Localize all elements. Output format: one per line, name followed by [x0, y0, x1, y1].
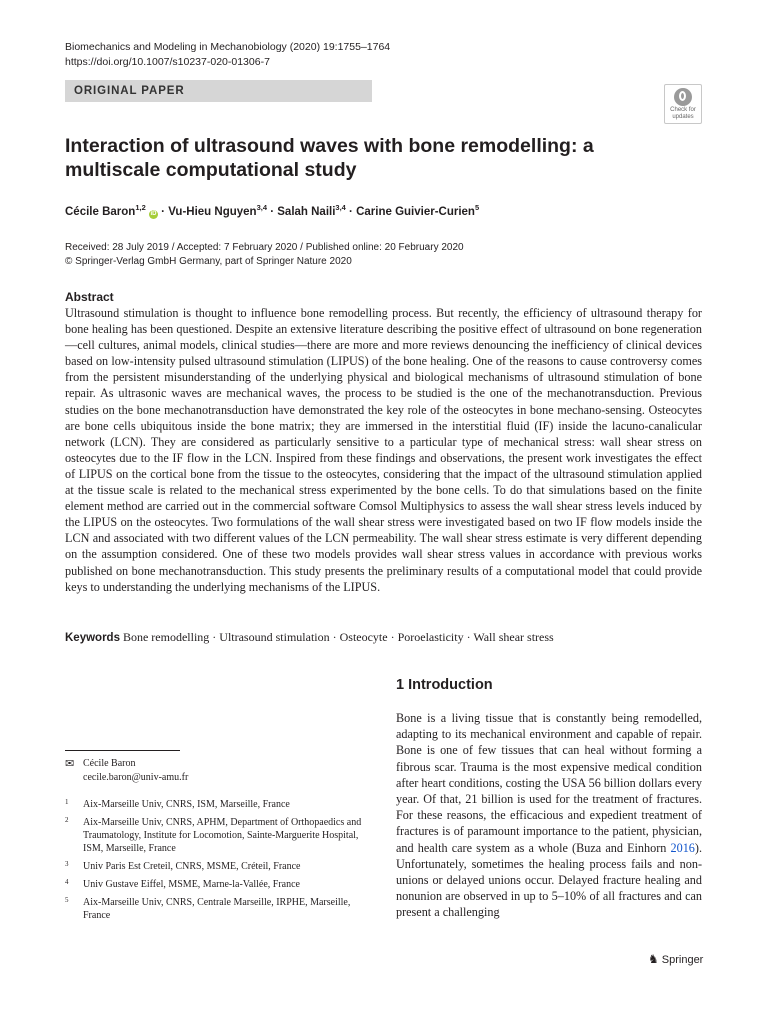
- journal-citation: Biomechanics and Modeling in Mechanobiology (2020) 19:1755–1764: [65, 41, 391, 53]
- envelope-icon: ✉: [65, 758, 75, 770]
- author-separator: ·: [345, 205, 357, 218]
- affiliation-item: [65, 816, 365, 855]
- correspondence-block: [65, 757, 188, 785]
- check-updates-line2: updates: [672, 113, 694, 120]
- affiliation-number: 5: [65, 896, 69, 904]
- citation-link[interactable]: 2016: [670, 840, 695, 855]
- author-separator: ·: [157, 205, 169, 218]
- affiliations-list: [65, 798, 365, 927]
- keywords-label: Keywords: [65, 632, 120, 644]
- history-dates: Received: 28 July 2019 / Accepted: 7 February 2020 / Published online: 20 February 2020: [65, 242, 464, 253]
- corresponding-author-email[interactable]: cecile.baron@univ-amu.fr: [83, 772, 189, 783]
- author-affiliation-marker: 5: [474, 203, 480, 212]
- publication-dates: [65, 241, 464, 269]
- corresponding-author-name: Cécile Baron: [83, 758, 136, 769]
- introduction-heading: 1 Introduction: [396, 677, 493, 693]
- affiliation-text: Univ Paris Est Creteil, CNRS, MSME, Créteil, France: [83, 861, 301, 872]
- keywords-line: [65, 630, 554, 645]
- affiliation-number: 3: [65, 860, 69, 868]
- publisher-name: Springer: [661, 954, 704, 966]
- journal-header: [65, 40, 390, 70]
- doi-link[interactable]: https://doi.org/10.1007/s10237-020-01306-7: [65, 56, 270, 68]
- publisher-footer: [648, 952, 703, 966]
- affiliation-number: 2: [65, 816, 69, 824]
- keywords-text: Bone remodelling · Ultrasound stimulation · Osteocyte · Poroelasticity · Wall shear stress: [122, 630, 554, 644]
- check-for-updates-button[interactable]: [664, 84, 702, 124]
- affiliation-item: [65, 878, 365, 891]
- affiliation-number: 4: [65, 878, 69, 886]
- author-name[interactable]: Salah Naili: [277, 205, 336, 218]
- check-updates-icon: [674, 88, 692, 106]
- affiliation-text: Univ Gustave Eiffel, MSME, Marne-la-Vallée, France: [83, 879, 300, 890]
- author-name[interactable]: Carine Guivier‑Curien: [356, 205, 475, 218]
- author-affiliation-marker: 3,4: [335, 203, 346, 212]
- affiliation-text: Aix-Marseille Univ, CNRS, APHM, Department of Orthopaedics and Traumatology, Institute for Locomotion, Sainte-Marguerite Hospital, ISM, Marseille, France: [83, 817, 362, 854]
- copyright-line: © Springer-Verlag GmbH Germany, part of Springer Nature 2020: [65, 256, 352, 267]
- affiliation-item: [65, 860, 365, 873]
- springer-horse-icon: ♞: [648, 952, 659, 966]
- orcid-icon[interactable]: iD: [150, 210, 157, 217]
- intro-text-part: Bone is a living tissue that is constantly being remodelled, adapting to its mechanical environment and capable of repair. Bone is one of few tissues that can heal without forming a fibrous scar. Trauma is the most expensive medical condition after heart conditions, costing the USA 56 billion dollars every year. Of that, 21 billion is used for the treatment of fractures. For these reasons, the efficacious and expedient treatment of fractures is of paramount importance to the patient, physician, and health care system as a whole (Buza and Einhorn: [396, 711, 702, 855]
- author-name[interactable]: Cécile Baron: [65, 205, 136, 218]
- check-updates-line1: Check for: [670, 107, 696, 113]
- author-list: [65, 203, 479, 219]
- affiliation-item: [65, 798, 365, 811]
- author-affiliation-marker: 3,4: [256, 203, 268, 212]
- author-affiliation-marker: 1,2: [135, 203, 146, 212]
- intro-text-part: ). Unfortunately, sometimes the healing process fails and non-unions or delayed unions occur. Delayed fracture healing and nonunion are observed in up to 5–10% of all fractures and can present a challenging: [396, 840, 702, 920]
- footnote-divider: [65, 750, 180, 751]
- abstract-text: Ultrasound stimulation is thought to influence bone remodelling process. But recently, the efficiency of ultrasound therapy for bone healing has been questioned. Despite an extensive literature describing the positive effect of ultrasound on bone regeneration—cell cultures, animal models, clinical studies—there are more and more reviews denouncing the inefficiency of clinical devices based on low-intensity pulsed ultrasound stimulation (LIPUS) of the bone healing. One of the reasons to cause controversy comes from the persistent misunderstanding of the underlying physical and biological mechanisms of ultrasound stimulation of bone repair. As ultrasonic waves are mechanical waves, the process to be studied is the one of the mechanotransduction. Previous studies on the bone mechanotransduction have demonstrated the key role of the osteocytes in bone mechano-sensing. Osteocytes are bone cells ubiquitous inside the bone matrix; they are immersed in the interstitial fluid (IF) inside the lacuno-canalicular network (LCN). They are considered as particularly sensitive to a particular type of mechanical stress: wall shear stress on osteocytes due to the IF flow in the LCN. Inspired from these findings and observations, the present work investigates the effect of LIPUS on the cortical bone from the tissue to the osteocytes, considering that the impact of the ultrasound stimulation applied at the tissue scale is related to the mechanical stress experimented by the bone cells. To do that simulations based on the finite element method are carried out in the commercial software Comsol Multiphysics to assess the wall shear stress levels induced by the LIPUS on the osteocytes. Two formulations of the wall shear stress were investigated based on two IF flow models inside the LCN and associated with two different values of the LCN permeability. The wall shear stress estimate is very different depending on the assumption considered. One of these two models provides wall shear stress values in accordance with previous works published on bone mechanotransduction. This study presents the preliminary results of a computational model that could provide keys to understanding the underlying mechanisms of the LIPUS.: [65, 306, 702, 594]
- paper-title: Interaction of ultrasound waves with bone remodelling: a multiscale computational study: [65, 135, 594, 181]
- author-separator: ·: [267, 205, 278, 218]
- author-name[interactable]: Vu‑Hieu Nguyen: [168, 205, 257, 218]
- affiliation-text: Aix-Marseille Univ, CNRS, ISM, Marseille, France: [83, 799, 290, 810]
- affiliation-number: 1: [65, 798, 69, 806]
- affiliation-item: [65, 896, 365, 922]
- introduction-text: [396, 710, 702, 921]
- abstract-heading: Abstract: [65, 290, 114, 304]
- article-type-badge: ORIGINAL PAPER: [65, 80, 372, 102]
- affiliation-text: Aix-Marseille Univ, CNRS, Centrale Marseille, IRPHE, Marseille, France: [83, 897, 351, 921]
